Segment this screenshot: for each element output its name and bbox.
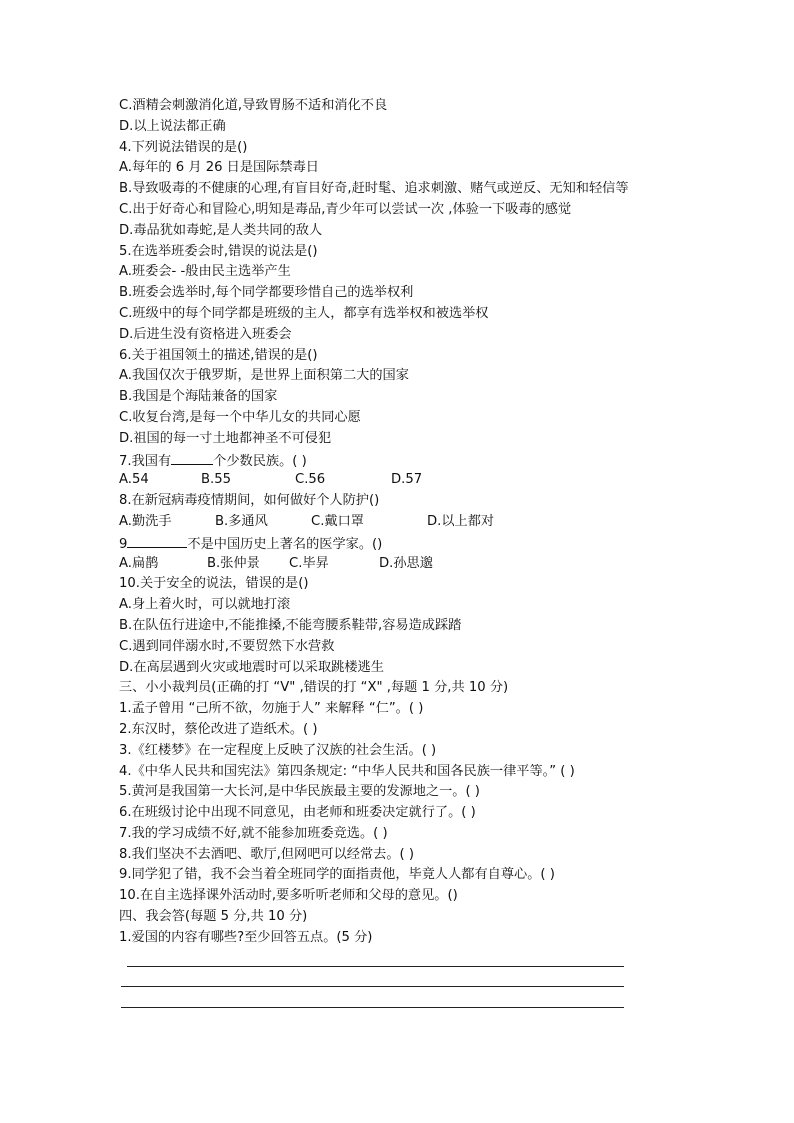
section-heading-3: 三、小小裁判员(正确的打 “V" ,错误的打 “X" ,每题 1 分,共 10 分) bbox=[119, 680, 509, 696]
q7-options bbox=[119, 470, 679, 491]
judgement-item: 6.在班级讨论中出现不同意见，由老师和班委决定就行了。( ) bbox=[119, 805, 476, 821]
q9-options bbox=[119, 554, 679, 575]
question-stem-8: 8.在新冠病毒疫情期间，如何做好个人防护() bbox=[119, 493, 380, 509]
option-line: B.导致吸毒的不健康的心理,有盲目好奇,赶时髦、追求刺激、赌气或逆反、无知和轻信等 bbox=[119, 181, 629, 197]
question-stem-10: 10.关于安全的说法，错误的是() bbox=[119, 576, 309, 592]
option-d: D.孙思邈 bbox=[379, 555, 433, 571]
answer-line[interactable] bbox=[121, 986, 624, 987]
option-a: A.勤洗手 bbox=[119, 513, 172, 529]
question-stem-4: 4.下列说法错误的是() bbox=[119, 139, 248, 155]
answer-line[interactable] bbox=[127, 966, 624, 967]
judgement-item: 7.我的学习成绩不好,就不能参加班委竞选。( ) bbox=[119, 825, 388, 841]
option-line: C.收复台湾,是每一个中华儿女的共同心愿 bbox=[119, 409, 361, 425]
option-c: C.毕昇 bbox=[289, 555, 329, 571]
option-line: D.毒品犹如毒蛇,是人类共同的敌人 bbox=[119, 222, 323, 238]
option-a: A.54 bbox=[119, 472, 149, 488]
option-line: A.每年的 6 月 26 日是国际禁毒日 bbox=[119, 160, 319, 176]
fill-blank bbox=[127, 533, 187, 548]
option-line: D.在高层遇到火灾或地震时可以采取跳楼逃生 bbox=[119, 659, 384, 675]
option-line: A.我国仅次于俄罗斯，是世界上面积第二大的国家 bbox=[119, 368, 409, 384]
option-line: C.酒精会刺激消化道,导致胃肠不适和消化不良 bbox=[119, 98, 388, 113]
q7-stem-after: 个少数民族。( ) bbox=[213, 453, 307, 469]
option-line: B.在队伍行进途中,不能推搡,不能弯腰系鞋带,容易造成踩踏 bbox=[119, 617, 462, 633]
option-line: B.班委会选举时,每个同学都要珍惜自己的选举权利 bbox=[119, 285, 414, 301]
section-heading-4: 四、我会答(每题 5 分,共 10 分) bbox=[119, 909, 308, 925]
option-line: D.后进生没有资格进入班委会 bbox=[119, 326, 292, 342]
question-stem-9 bbox=[119, 533, 679, 554]
judgement-item: 2.东汉时，蔡伦改进了造纸术。( ) bbox=[119, 721, 318, 737]
judgement-item: 8.我们坚决不去酒吧、歌厅,但网吧可以经常去。( ) bbox=[119, 846, 415, 862]
judgement-item: 1.孟子曾用 “己所不欲，勿施于人” 来解释 “仁”。( ) bbox=[119, 701, 424, 717]
judgement-item: 9.同学犯了错，我不会当着全班同学的面指责他，毕竟人人都有自尊心。( ) bbox=[119, 867, 555, 883]
option-line: C.遇到同伴溺水时,不要贸然下水营救 bbox=[119, 638, 335, 654]
option-line: A.班委会- -般由民主选举产生 bbox=[119, 264, 291, 280]
option-b: B.张仲景 bbox=[207, 555, 260, 571]
q9-stem-before: 9 bbox=[119, 536, 128, 552]
judgement-item: 5.黄河是我国第一大长河,是中华民族最主要的发源地之一。( ) bbox=[119, 784, 480, 800]
exam-content bbox=[119, 96, 679, 949]
option-d: D.57 bbox=[391, 472, 423, 488]
option-b: B.多通风 bbox=[215, 513, 268, 529]
q7-stem-before: 7.我国有 bbox=[119, 453, 172, 469]
option-line: A.身上着火时，可以就地打滚 bbox=[119, 597, 291, 613]
option-line: D.以上说法都正确 bbox=[119, 118, 226, 134]
answer-line[interactable] bbox=[121, 1007, 624, 1008]
question-stem-7 bbox=[119, 450, 679, 471]
judgement-item: 3.《红楼梦》在一定程度上反映了汉族的社会生活。( ) bbox=[119, 742, 437, 758]
option-d: D.以上都对 bbox=[427, 513, 495, 529]
option-a: A.扁鹊 bbox=[119, 555, 159, 571]
option-line: D.祖国的每一寸土地都神圣不可侵犯 bbox=[119, 430, 332, 446]
fill-blank bbox=[171, 450, 213, 465]
q8-options bbox=[119, 512, 679, 533]
question-stem-s4-1: 1.爱国的内容有哪些?至少回答五点。(5 分) bbox=[119, 929, 373, 945]
option-c: C.戴口罩 bbox=[311, 513, 364, 529]
option-c: C.56 bbox=[295, 472, 326, 488]
option-line: B.我国是个海陆兼备的国家 bbox=[119, 389, 278, 405]
question-stem-5: 5.在选举班委会时,错误的说法是() bbox=[119, 243, 318, 259]
question-stem-6: 6.关于祖国领土的描述,错误的是() bbox=[119, 347, 318, 363]
q9-stem-after: 不是中国历史上著名的医学家。() bbox=[187, 536, 383, 552]
question-block-4-6 bbox=[119, 96, 679, 450]
judgement-item: 10.在自主选择课外活动时,要多听听老师和父母的意见。() bbox=[119, 888, 458, 904]
option-line: C.出于好奇心和冒险心,明知是毒品,青少年可以尝试一次 ,体验一下吸毒的感觉 bbox=[119, 201, 572, 217]
judgement-item: 4.《中华人民共和国宪法》第四条规定: “中华人民共和国各民族一律平等。” ( ) bbox=[119, 763, 575, 779]
option-line: C.班级中的每个同学都是班级的主人，都享有选举权和被选举权 bbox=[119, 305, 489, 321]
option-b: B.55 bbox=[201, 472, 232, 488]
